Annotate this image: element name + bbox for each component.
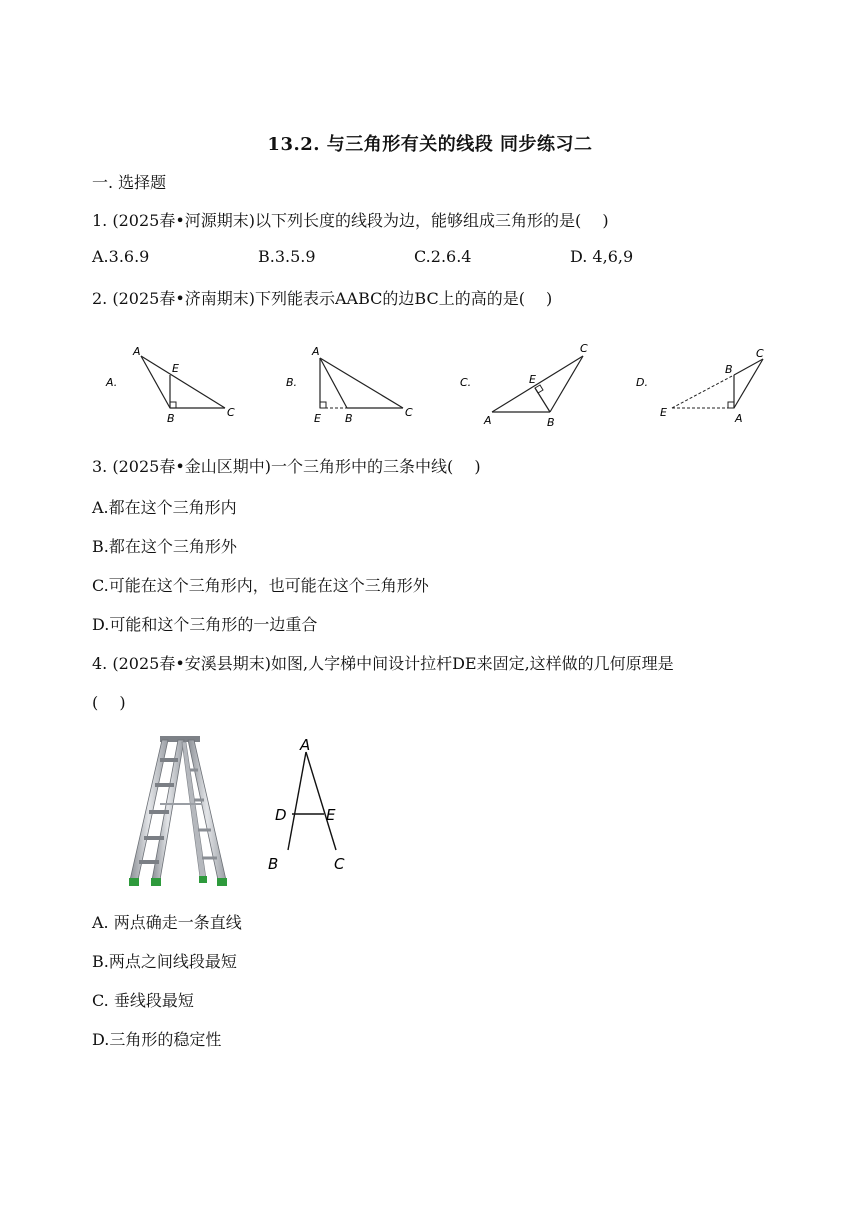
ladder-diagram — [262, 736, 362, 878]
q2-figure-d — [636, 347, 764, 425]
q2-figure-c — [460, 342, 588, 429]
q2-figure-d-label-b: B — [725, 363, 733, 376]
q2-figure-d-label-a: A — [735, 412, 743, 425]
section-heading: 一. 选择题 — [92, 173, 167, 192]
ladder-photo — [118, 730, 238, 890]
q2-figure-c-label-a: A — [484, 414, 492, 427]
question-3-stem: 3. (2025春•金山区期中)一个三角形中的三条中线( ) — [92, 457, 481, 476]
q2-figure-b-label-e: E — [314, 412, 321, 425]
question-2-figures — [0, 330, 860, 440]
q1-option-b: B.3.5.9 — [258, 247, 316, 266]
diagram-label-c: C — [334, 855, 345, 873]
q1-option-d: D. 4,6,9 — [570, 247, 634, 266]
question-4-stem-bracket: ( ) — [92, 693, 126, 712]
q2-figure-d-letter: D. — [636, 376, 648, 389]
q2-figure-a-label-e: E — [172, 362, 179, 375]
q2-figure-b-label-c: C — [405, 406, 413, 419]
diagram-label-d: D — [275, 806, 287, 824]
q2-figure-b — [286, 345, 413, 425]
q3-option-b: B.都在这个三角形外 — [92, 537, 237, 556]
q2-figure-c-letter: C. — [460, 376, 472, 389]
question-4-stem: 4. (2025春•安溪县期末)如图,人字梯中间设计拉杆DE来固定,这样做的几何原理是 — [92, 654, 674, 673]
q2-figure-c-label-b: B — [547, 416, 555, 429]
q1-option-c: C.2.6.4 — [414, 247, 472, 266]
q2-figure-a-letter: A. — [106, 376, 118, 389]
diagram-label-e: E — [326, 806, 336, 824]
q2-figure-b-label-b: B — [345, 412, 353, 425]
q3-option-d: D.可能和这个三角形的一边重合 — [92, 615, 318, 634]
page-title: 13.2. 与三角形有关的线段 同步练习二 — [267, 134, 593, 155]
q3-option-a: A.都在这个三角形内 — [92, 498, 237, 517]
question-2-stem: 2. (2025春•济南期末)下列能表示AABC的边BC上的高的是( ) — [92, 289, 553, 308]
q2-figure-a-label-c: C — [227, 406, 235, 419]
q2-figure-b-letter: B. — [286, 376, 298, 389]
diagram-label-a: A — [300, 736, 311, 754]
diagram-label-b: B — [268, 855, 279, 873]
q2-figure-c-label-c: C — [580, 342, 588, 355]
q4-option-c: C. 垂线段最短 — [92, 991, 194, 1010]
q2-figure-d-label-c: C — [756, 347, 764, 360]
q2-figure-a — [105, 345, 235, 425]
q4-option-a: A. 两点确走一条直线 — [92, 913, 242, 932]
q2-figure-c-label-e: E — [529, 373, 536, 386]
q2-figure-a-label-b: B — [167, 412, 175, 425]
q2-figure-a-label-a: A — [133, 345, 141, 358]
q2-figure-d-label-e: E — [660, 406, 667, 419]
question-1-stem: 1. (2025春•河源期末)以下列长度的线段为边，能够组成三角形的是( ) — [92, 211, 609, 230]
q2-figure-b-label-a: A — [312, 345, 320, 358]
q1-option-a: A.3.6.9 — [92, 247, 150, 266]
q3-option-c: C.可能在这个三角形内，也可能在这个三角形外 — [92, 576, 429, 595]
q4-option-d: D.三角形的稳定性 — [92, 1030, 222, 1049]
q4-option-b: B.两点之间线段最短 — [92, 952, 237, 971]
